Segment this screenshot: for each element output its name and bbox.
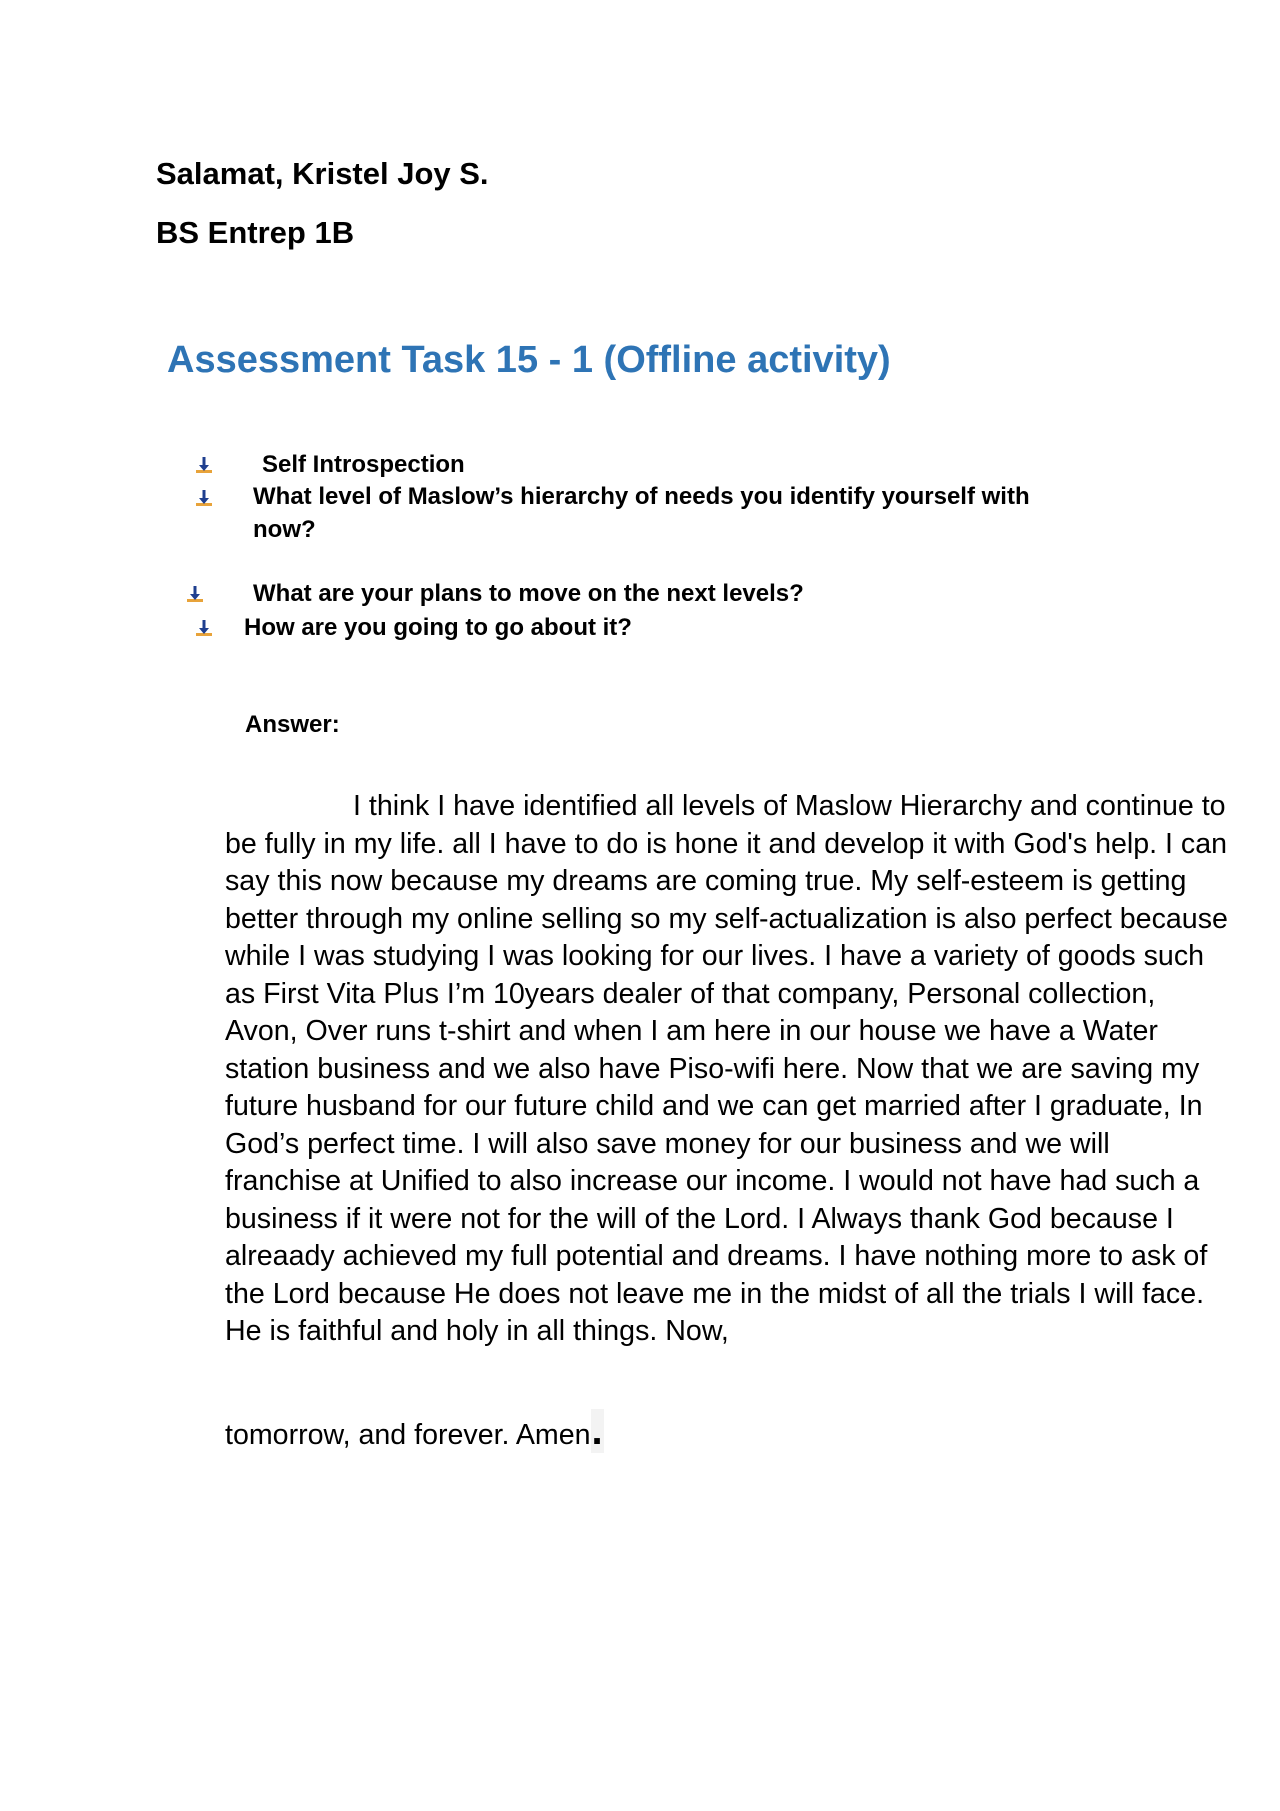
arrow-down-bullet-icon (193, 455, 215, 477)
answer-closing-line (225, 1409, 604, 1457)
question-maslow-level: What level of Maslow’s hierarchy of needs you identify yourself with (253, 483, 1030, 510)
arrow-down-bullet-icon (193, 618, 215, 640)
answer-paragraph (225, 788, 1230, 1351)
question-self-introspection: Self Introspection (262, 451, 465, 478)
answer-body-text: I think I have identified all levels of Maslow Hierarchy and continue to be fully in my life. all I have to do is hone it and develop it with God's help. I can say this now because my dreams are coming true. My self-esteem is getting better through my online selling so my self-actualization is also perfect because while I was studying I was looking for our lives. I have a variety of goods such as First Vita Plus I’m 10years dealer of that company, Personal collection, Avon, Over runs t-shirt and when I am here in our house we have a Water station business and we also have Piso-wifi here. Now that we are saving my future husband for our future child and we can get married after I graduate, In God’s perfect time. I will also save money for our business and we will franchise at Unified to also increase our income. I would not have had such a business if it were not for the will of the Lord. I Always thank God because I alreaady achieved my full potential and dreams. I have nothing more to ask of the Lord because He does not leave me in the midst of all the trials I will face. He is faithful and holy in all things. Now, (225, 790, 1228, 1347)
assessment-title: Assessment Task 15 - 1 (Offline activity) (167, 339, 891, 381)
answer-closing-text: tomorrow, and forever. Amen (225, 1419, 591, 1451)
question-next-levels: What are your plans to move on the next levels? (253, 580, 804, 607)
answer-final-mark: . (591, 1409, 603, 1453)
answer-label: Answer: (245, 711, 340, 738)
question-maslow-level-cont: now? (253, 516, 316, 543)
arrow-down-bullet-icon (184, 584, 206, 606)
question-how: How are you going to go about it? (244, 614, 632, 641)
course-section: BS Entrep 1B (156, 215, 355, 250)
student-name: Salamat, Kristel Joy S. (156, 156, 489, 191)
arrow-down-bullet-icon (193, 488, 215, 510)
